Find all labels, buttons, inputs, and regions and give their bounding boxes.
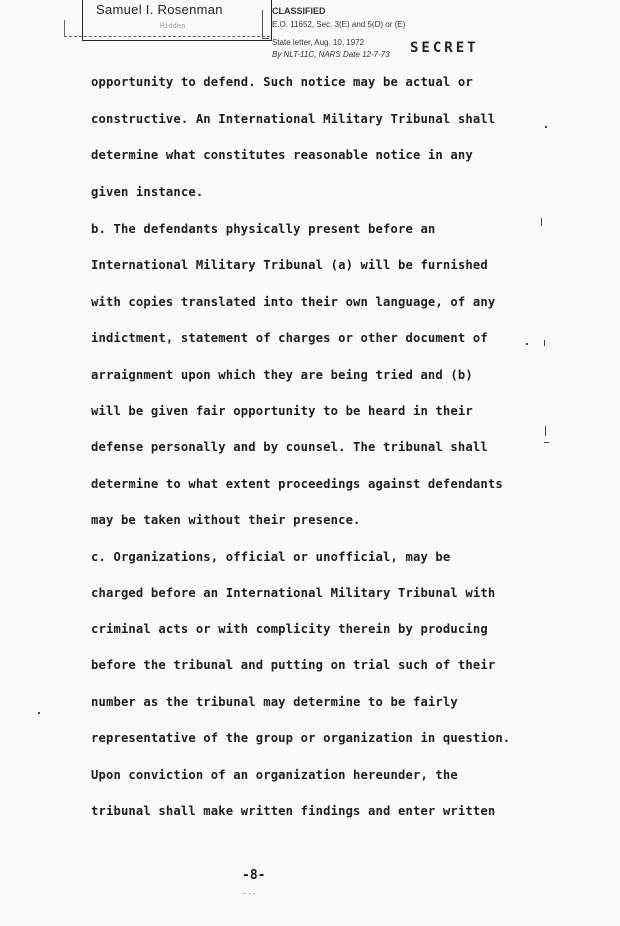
declassification-letter: State letter, Aug. 10, 1972 (272, 38, 365, 47)
footer-mark: --- (242, 889, 257, 898)
body-text-line: with copies translated into their own language, of any (91, 295, 496, 309)
declassification-heading: CLASSIFIED (272, 6, 326, 16)
scan-speck (38, 712, 40, 714)
page-number: -8- (242, 868, 266, 883)
body-text-line: representative of the group or organization in question. (91, 731, 511, 745)
body-text-line: given instance. (91, 185, 204, 199)
scan-speck (545, 126, 547, 128)
declassification-bracket (262, 10, 269, 39)
declassification-authority: E.O. 11652, Sec. 3(E) and 5(D) or (E) (272, 20, 406, 29)
scan-speck (545, 426, 546, 436)
body-text-line: arraignment upon which they are being tried and (b) (91, 368, 473, 382)
stamp-tick (64, 20, 65, 36)
scan-speck (544, 340, 545, 346)
body-text-line: constructive. An International Military Tribunal shall (91, 112, 496, 126)
body-text-line: b. The defendants physically present before an (91, 222, 436, 236)
recipient-subtext: Hidden (160, 22, 186, 30)
body-text-line: indictment, statement of charges or other document of (91, 331, 488, 345)
recipient-name: Samuel I. Rosenman (96, 2, 223, 17)
body-text-line: defense personally and by counsel. The tribunal shall (91, 440, 488, 454)
body-text-line: International Military Tribunal (a) will be furnished (91, 258, 488, 272)
body-text-line: c. Organizations, official or unofficial, may be (91, 550, 451, 564)
body-text-line: may be taken without their presence. (91, 513, 361, 527)
body-text-line: number as the tribunal may determine to be fairly (91, 695, 458, 709)
classification-marking: SECRET (410, 40, 479, 56)
body-text-line: opportunity to defend. Such notice may be actual or (91, 75, 473, 89)
body-text-line: determine what constitutes reasonable notice in any (91, 148, 473, 162)
body-text-line: before the tribunal and putting on trial such of their (91, 658, 496, 672)
body-text-line: will be given fair opportunity to be heard in their (91, 404, 473, 418)
body-text-line: Upon conviction of an organization hereunder, the (91, 768, 458, 782)
body-text-line: determine to what extent proceedings against defendants (91, 477, 503, 491)
body-text-line: tribunal shall make written findings and enter written (91, 804, 496, 818)
stamp-rule (64, 36, 270, 37)
body-text-line: criminal acts or with complicity therein by producing (91, 622, 488, 636)
scan-speck (526, 343, 528, 345)
declassification-signoff: By NLT-11C, NARS Date 12-7-73 (272, 50, 390, 59)
scan-speck (544, 442, 549, 443)
body-text-line: charged before an International Military Tribunal with (91, 586, 496, 600)
scan-speck (541, 218, 542, 226)
